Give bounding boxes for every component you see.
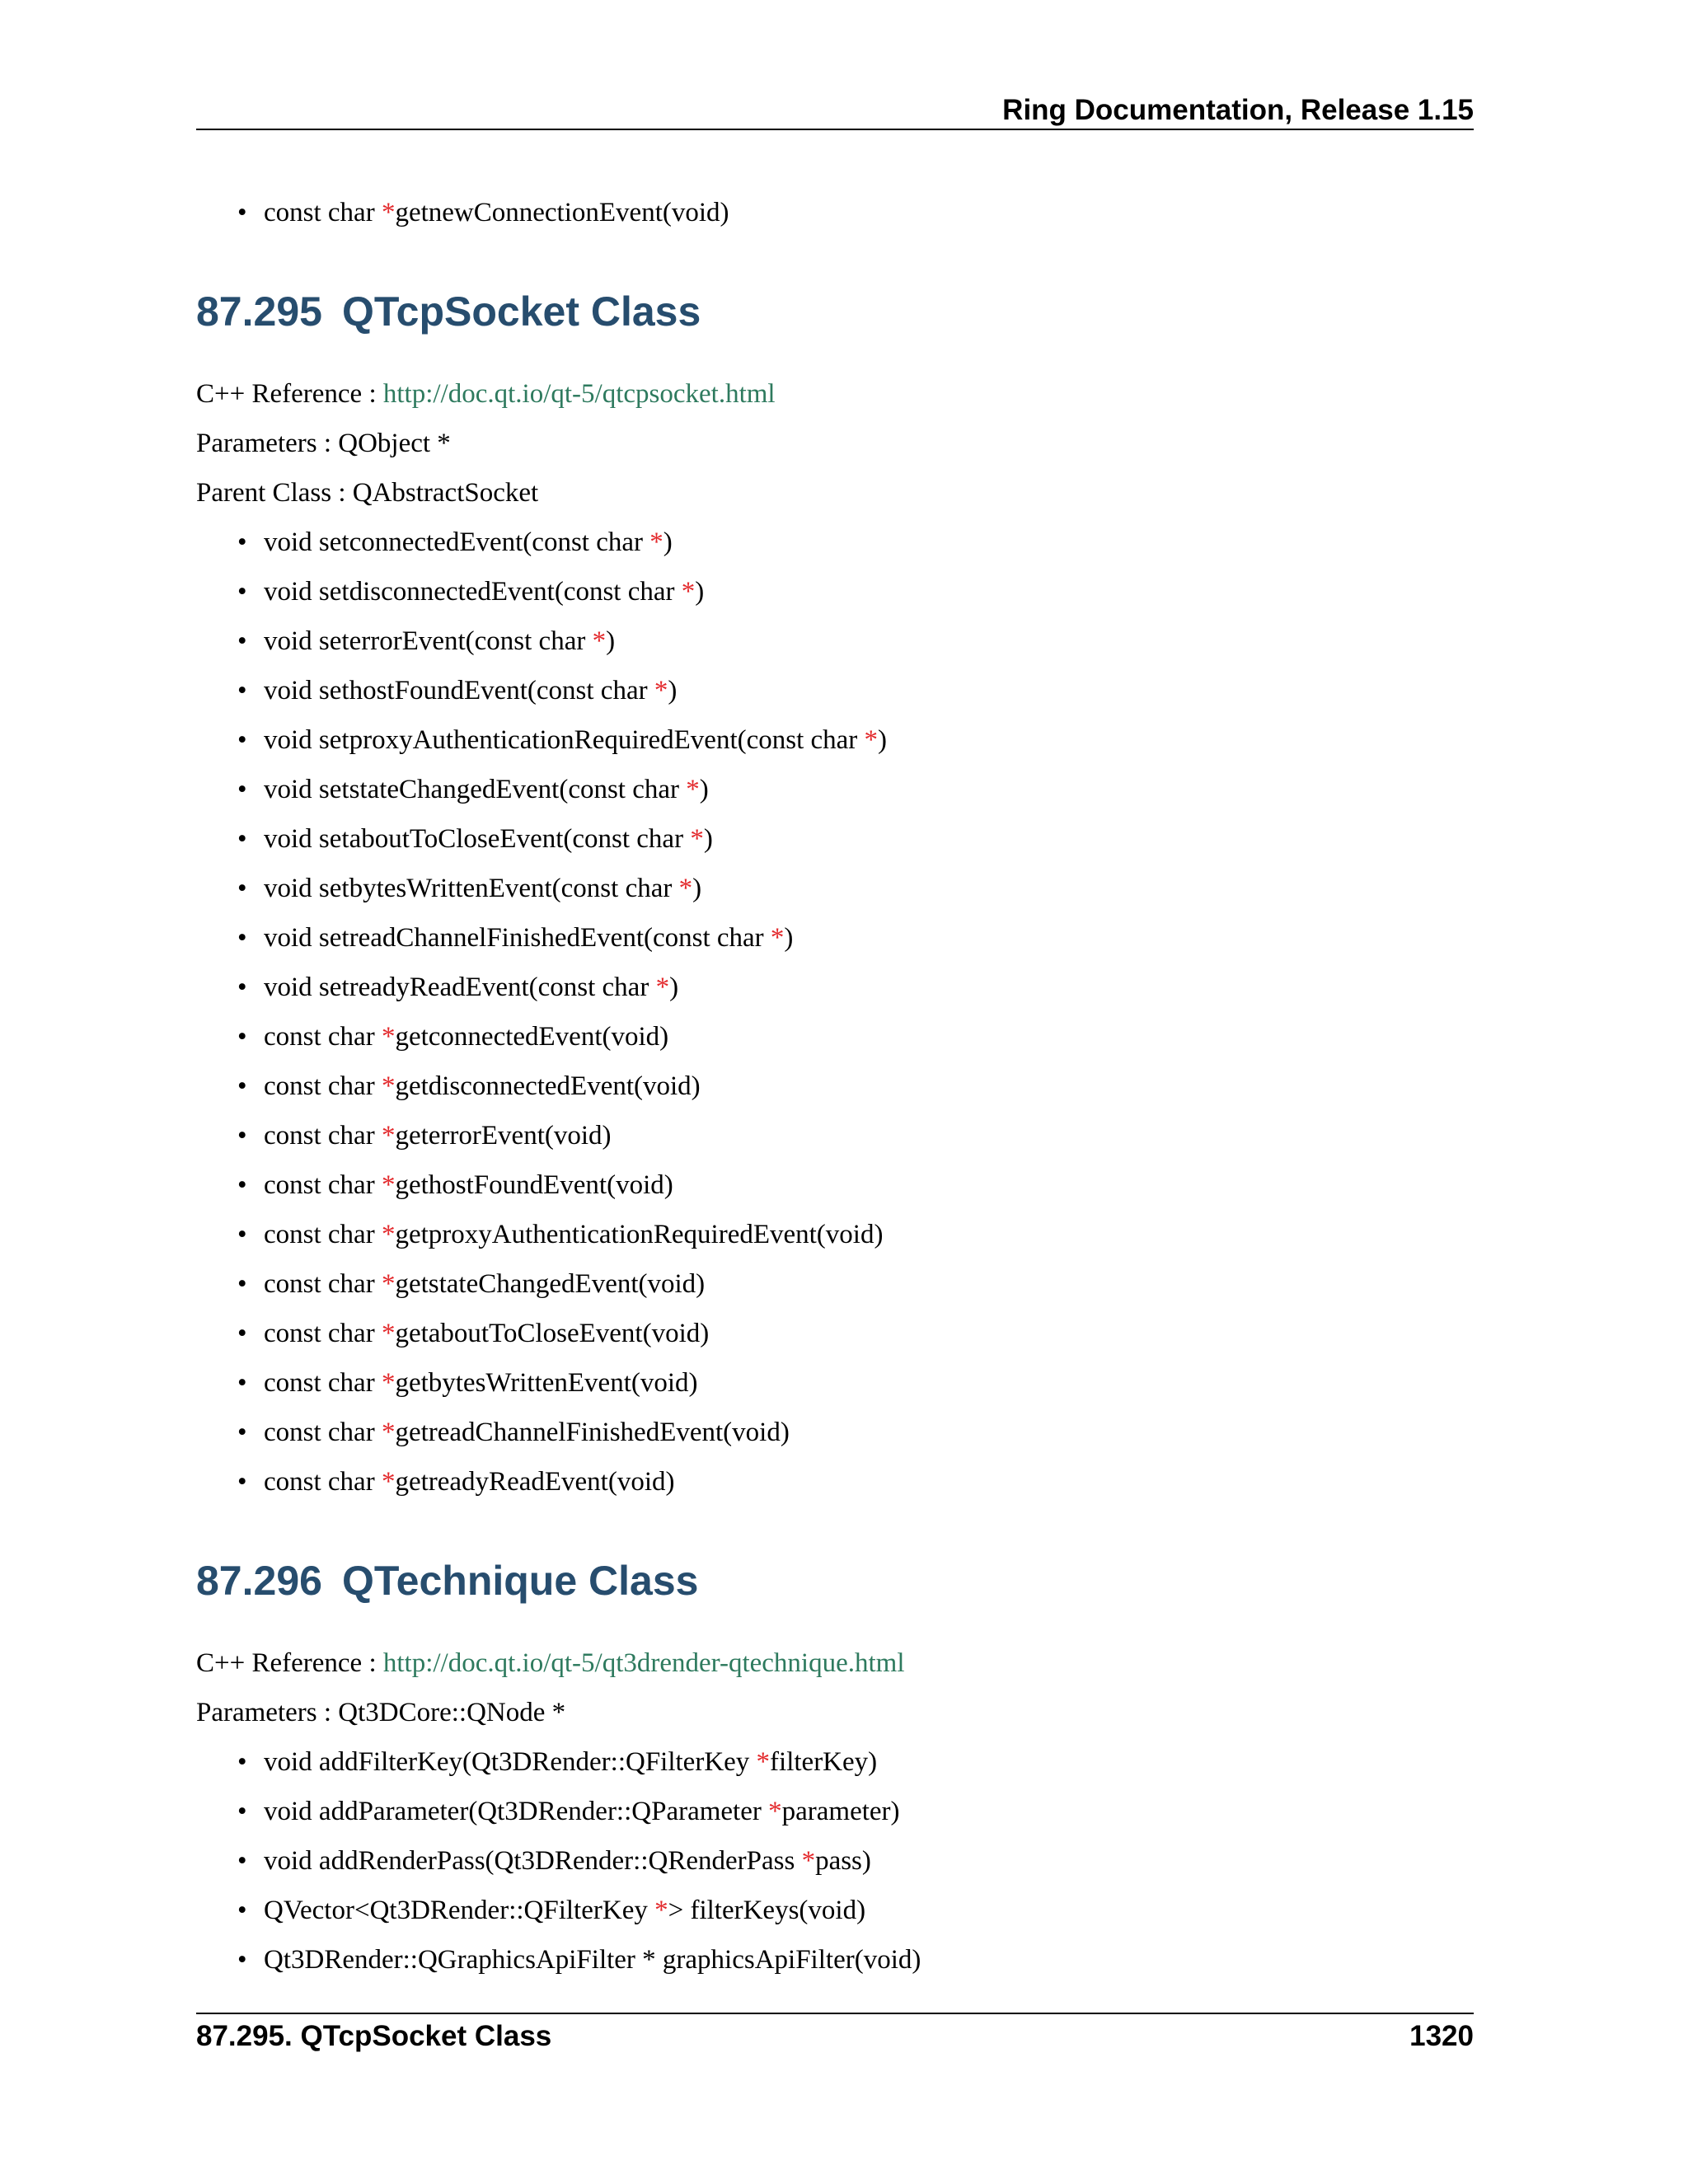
bullet-icon: • (237, 1467, 247, 1497)
pointer-asterisk: * (381, 1269, 396, 1299)
method-signature-start: void sethostFoundEvent(const char (264, 676, 654, 705)
pointer-asterisk: * (381, 1071, 396, 1101)
list-item (237, 814, 1474, 864)
bullet-icon: • (237, 824, 247, 854)
list-item (237, 1836, 1474, 1886)
bullet-icon: • (237, 725, 247, 755)
bullet-icon: • (237, 1747, 247, 1777)
list-item (237, 1160, 1474, 1210)
method-signature-start: const char (264, 1022, 382, 1052)
intro-method-list (196, 188, 1474, 237)
method-signature-start: QVector<Qt3DRender::QFilterKey (264, 1896, 655, 1925)
method-signature-start: const char (264, 1071, 382, 1101)
bullet-icon: • (237, 676, 247, 705)
bullet-icon: • (237, 1846, 247, 1876)
method-signature-end: getproxyAuthenticationRequiredEvent(void) (395, 1220, 884, 1249)
pointer-asterisk: * (681, 577, 696, 607)
pointer-asterisk: * (756, 1747, 771, 1777)
method-signature-end: getstateChangedEvent(void) (395, 1269, 706, 1299)
method-signature-start: const char (264, 1467, 382, 1497)
method-signature-end: getnewConnectionEvent(void) (395, 198, 729, 227)
method-list (196, 1737, 1474, 1985)
list-item (237, 1358, 1474, 1408)
section-title: QTcpSocket Class (341, 288, 701, 335)
list-item (237, 1886, 1474, 1935)
bullet-icon: • (237, 1418, 247, 1447)
method-signature-end: filterKey) (770, 1747, 878, 1777)
running-header (196, 91, 1474, 130)
bullet-icon: • (237, 1022, 247, 1052)
pointer-asterisk: * (381, 1368, 396, 1398)
method-signature-start: void addFilterKey(Qt3DRender::QFilterKey (264, 1747, 757, 1777)
pointer-asterisk: * (381, 1418, 396, 1447)
list-item (237, 666, 1474, 715)
list-item (237, 1210, 1474, 1259)
list-item (237, 1457, 1474, 1507)
method-signature-end: ) (784, 923, 794, 953)
bullet-icon: • (237, 527, 247, 557)
list-item (237, 1935, 1474, 1985)
method-signature-start: const char (264, 1121, 382, 1151)
list-item (237, 1408, 1474, 1457)
method-signature-end: getreadyReadEvent(void) (395, 1467, 675, 1497)
running-footer (196, 2013, 1474, 2059)
method-list (196, 518, 1474, 1507)
list-item (237, 1062, 1474, 1111)
method-signature-start: void seterrorEvent(const char (264, 626, 593, 656)
reference-link[interactable]: http://doc.qt.io/qt-5/qt3drender-qtechnique.html (382, 1648, 905, 1678)
method-signature-start: void setreadChannelFinishedEvent(const char (264, 923, 771, 953)
bullet-icon: • (237, 775, 247, 804)
list-item (237, 913, 1474, 963)
method-signature-end: getbytesWrittenEvent(void) (395, 1368, 698, 1398)
method-signature-end: ) (699, 775, 709, 804)
list-item (237, 765, 1474, 814)
method-signature-start: void setbytesWrittenEvent(const char (264, 874, 679, 903)
method-signature-end: ) (663, 527, 673, 557)
bullet-icon: • (237, 1269, 247, 1299)
section-qtechnique (196, 1556, 1474, 1985)
method-signature-end: ) (695, 577, 705, 607)
pointer-asterisk: * (381, 198, 396, 227)
list-item (237, 188, 1474, 237)
method-signature-end: geterrorEvent(void) (395, 1121, 612, 1151)
method-signature-end: parameter) (781, 1797, 900, 1826)
bullet-icon: • (237, 1170, 247, 1200)
method-signature-end: ) (669, 972, 679, 1002)
pointer-asterisk: * (592, 626, 607, 656)
pointer-asterisk: * (678, 874, 693, 903)
section-title: QTechnique Class (341, 1558, 699, 1604)
section-heading (196, 1556, 1474, 1605)
pointer-asterisk: * (770, 923, 785, 953)
pointer-asterisk: * (381, 1170, 396, 1200)
pointer-asterisk: * (381, 1467, 396, 1497)
bullet-icon: • (237, 626, 247, 656)
bullet-icon: • (237, 972, 247, 1002)
bullet-icon: • (237, 1945, 247, 1975)
cpp-reference (196, 369, 1474, 419)
method-signature-end: gethostFoundEvent(void) (395, 1170, 673, 1200)
pointer-asterisk: * (690, 824, 704, 854)
method-signature-start: const char (264, 198, 382, 227)
bullet-icon: • (237, 1220, 247, 1249)
list-item (237, 616, 1474, 666)
reference-label: C++ Reference : (196, 1648, 383, 1678)
method-signature-start: void setdisconnectedEvent(const char (264, 577, 682, 607)
pointer-asterisk: * (381, 1220, 396, 1249)
method-signature-end: ) (606, 626, 616, 656)
pointer-asterisk: * (654, 676, 668, 705)
pointer-asterisk: * (655, 972, 670, 1002)
method-signature-end: getconnectedEvent(void) (395, 1022, 669, 1052)
method-signature-start: void setstateChangedEvent(const char (264, 775, 687, 804)
bullet-icon: • (237, 923, 247, 953)
pointer-asterisk: * (381, 1022, 396, 1052)
method-signature-start: void setreadyReadEvent(const char (264, 972, 656, 1002)
parameters-line: Parameters : QObject * (196, 429, 451, 458)
method-signature-start: void setconnectedEvent(const char (264, 527, 650, 557)
section-heading (196, 287, 1474, 336)
method-signature-end: ) (878, 725, 888, 755)
method-signature-start: void setproxyAuthenticationRequiredEvent(const char (264, 725, 865, 755)
list-item (237, 567, 1474, 616)
method-signature-start: const char (264, 1368, 382, 1398)
parent-class-line: Parent Class : QAbstractSocket (196, 478, 539, 508)
method-signature-start: void setaboutToCloseEvent(const char (264, 824, 691, 854)
pointer-asterisk: * (768, 1797, 782, 1826)
cpp-reference (196, 1638, 1474, 1688)
method-signature-start: const char (264, 1418, 382, 1447)
pointer-asterisk: * (864, 725, 879, 755)
header-title: Ring Documentation, Release 1.15 (1002, 94, 1474, 126)
list-item (237, 1309, 1474, 1358)
bullet-icon: • (237, 1797, 247, 1826)
parameters-line: Parameters : Qt3DCore::QNode * (196, 1698, 566, 1727)
method-signature-start: Qt3DRender::QGraphicsApiFilter * graphicsApiFilter(void) (264, 1945, 921, 1975)
section-qtcpsocket (196, 287, 1474, 1507)
page-number: 1320 (1409, 2020, 1474, 2052)
section-number: 87.295 (196, 288, 322, 335)
method-signature-start: void addRenderPass(Qt3DRender::QRenderPass (264, 1846, 802, 1876)
pointer-asterisk: * (649, 527, 663, 557)
pointer-asterisk: * (801, 1846, 816, 1876)
method-signature-end: ) (668, 676, 678, 705)
footer-section-title: 87.295. QTcpSocket Class (196, 2020, 552, 2052)
list-item (237, 864, 1474, 913)
list-item (237, 1111, 1474, 1160)
bullet-icon: • (237, 198, 247, 227)
list-item (237, 715, 1474, 765)
reference-label: C++ Reference : (196, 379, 383, 409)
bullet-icon: • (237, 1319, 247, 1348)
method-signature-end: getreadChannelFinishedEvent(void) (395, 1418, 790, 1447)
bullet-icon: • (237, 1071, 247, 1101)
pointer-asterisk: * (686, 775, 700, 804)
bullet-icon: • (237, 874, 247, 903)
pointer-asterisk: * (381, 1319, 396, 1348)
method-signature-end: getaboutToCloseEvent(void) (395, 1319, 710, 1348)
method-signature-start: const char (264, 1319, 382, 1348)
method-signature-end: ) (703, 824, 713, 854)
bullet-icon: • (237, 1121, 247, 1151)
method-signature-start: void addParameter(Qt3DRender::QParameter (264, 1797, 769, 1826)
section-number: 87.296 (196, 1558, 322, 1604)
pointer-asterisk: * (381, 1121, 396, 1151)
list-item (237, 1787, 1474, 1836)
method-signature-end: pass) (815, 1846, 871, 1876)
list-item (237, 1259, 1474, 1309)
list-item (237, 963, 1474, 1012)
page-content (196, 188, 1474, 1985)
reference-link[interactable]: http://doc.qt.io/qt-5/qtcpsocket.html (382, 379, 776, 409)
list-item (237, 518, 1474, 567)
pointer-asterisk: * (654, 1896, 668, 1925)
bullet-icon: • (237, 1896, 247, 1925)
method-signature-end: ) (692, 874, 702, 903)
list-item (237, 1012, 1474, 1062)
bullet-icon: • (237, 577, 247, 607)
method-signature-end: getdisconnectedEvent(void) (395, 1071, 701, 1101)
method-signature-end: > filterKeys(void) (668, 1896, 866, 1925)
method-signature-start: const char (264, 1170, 382, 1200)
list-item (237, 1737, 1474, 1787)
bullet-icon: • (237, 1368, 247, 1398)
method-signature-start: const char (264, 1220, 382, 1249)
method-signature-start: const char (264, 1269, 382, 1299)
